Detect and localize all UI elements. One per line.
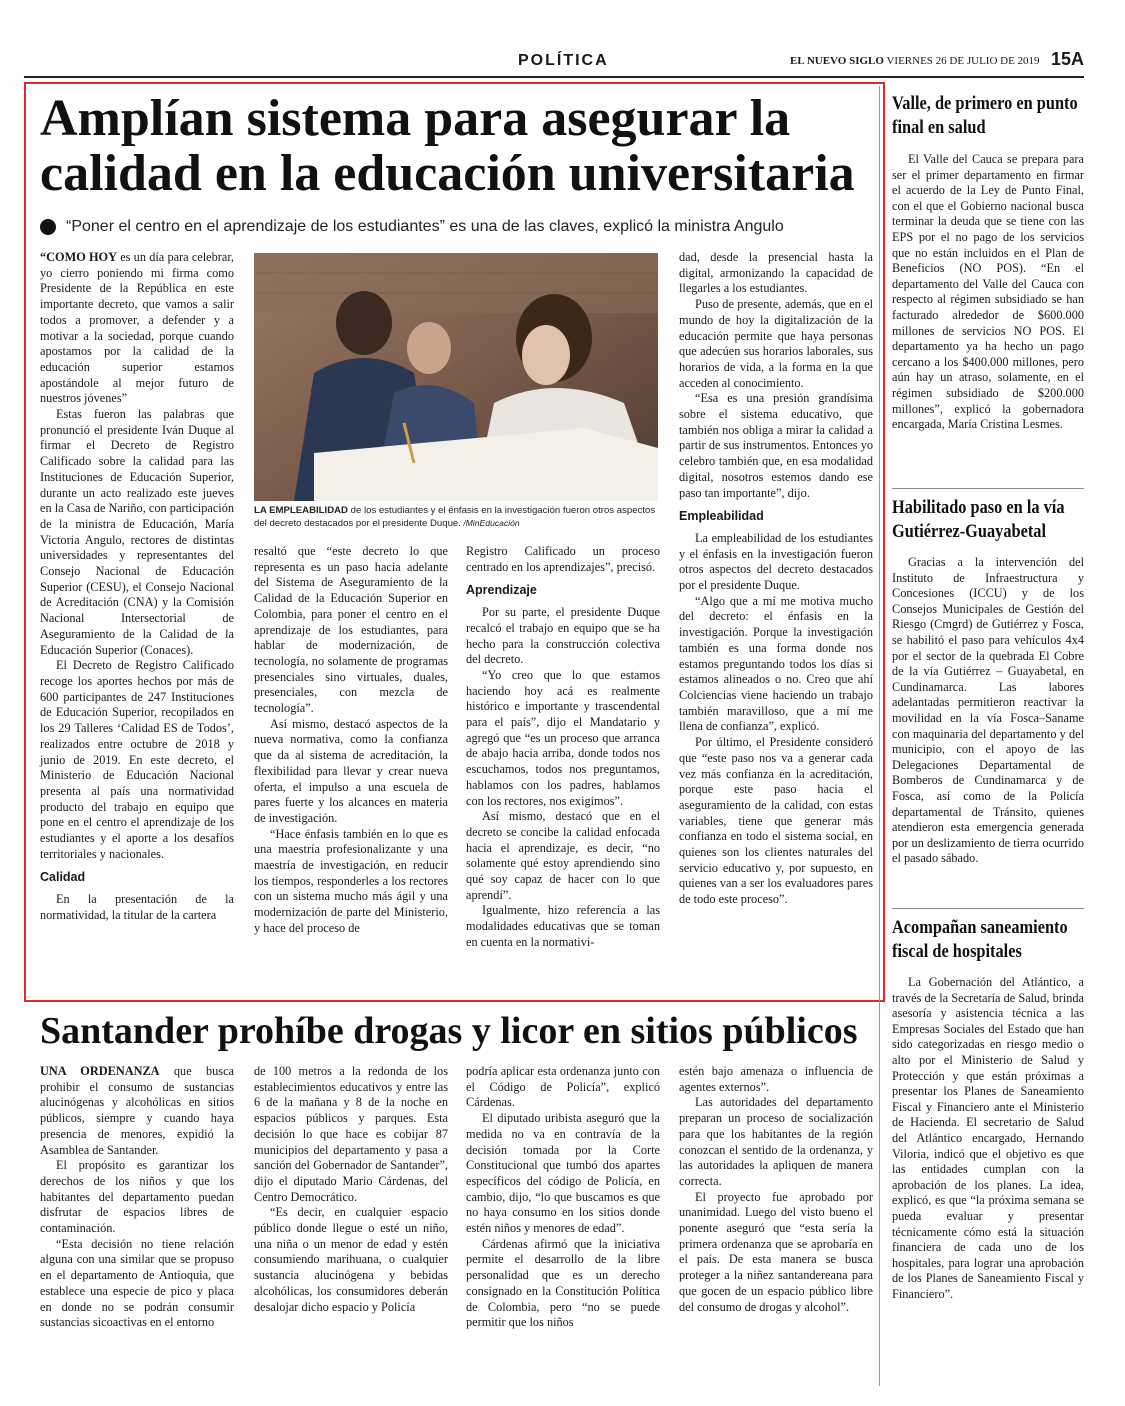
paragraph: Por su parte, el presidente Duque recalcó el trabajo en equipo que se ha hecho para la construcción colectiva del decreto. bbox=[466, 605, 660, 667]
subhead-text: “Poner el centro en el aprendizaje de los estudiantes” es una de las claves, explicó la ministra Angulo bbox=[66, 218, 784, 235]
column-divider bbox=[879, 86, 880, 1386]
paragraph: “Es decir, en cualquier espacio público donde llegue o esté un niño, una niña o un menor de edad y estén consumiendo marihuana, o cualquier sustancia alucinógena y bebidas alcohólicas, los consumidores deberán desalojar dicho espacio y Policía bbox=[254, 1205, 448, 1314]
paragraph: “Hace énfasis también en lo que es una maestría profesionalizante y una maestría de investigación, en reducir los tiempos, responderles a los rectores con un sistema mucho más ágil y una modernización de parte del Ministerio, y hace del proceso de bbox=[254, 826, 448, 935]
sidebar-divider bbox=[892, 908, 1084, 909]
photo-caption bbox=[254, 504, 658, 530]
paragraph: “Esa es una presión grandísima sobre el sistema educativo, que también nos obliga a mirar la calidad a partir de sus instrumentos. Entonces yo celebro también que, en esa modalidad digital, nosotros estemos dando ese paso tan importante”, dijo. bbox=[679, 391, 873, 500]
header-info bbox=[790, 55, 1040, 67]
caption-lead: LA EMPLEABILIDAD bbox=[254, 505, 348, 516]
paragraph: “Algo que a mí me motiva mucho del decreto: el énfasis en la investigación. Porque la investigación también es una forma donde nos estamos preguntando todos los días si estamos alineados o no. Creo que ahí Colciencias viene haciendo un trabajo también maravilloso, que a mí me llena de confianza”, explicó. bbox=[679, 593, 873, 734]
paragraph: Igualmente, hizo referencia a las modalidades educativas que se toman en cuenta en la normativi- bbox=[466, 903, 660, 949]
caption-text: de los estudiantes y el énfasis en la investigación fueron otros aspectos del decreto destacados por el presidente Duque. bbox=[254, 505, 656, 529]
lead-in: UNA ORDENANZA bbox=[40, 1064, 160, 1078]
sidebar-headline-2: Habilitado paso en la vía Gutiérrez-Guayabetal bbox=[892, 497, 1065, 542]
section-heading: Aprendizaje bbox=[466, 583, 537, 598]
main-subhead bbox=[40, 218, 880, 236]
paragraph: “Yo creo que lo que estamos haciendo hoy acá es realmente histórico e importante y trascendental para el país”, dijo el Mandatario y agregó que “es un proceso que arranca de abajo hacia arriba, donde todos nos escuchamos, todos nos preguntamos, hablamos con los padres, hablamos con los rectores, nos exigimos”. bbox=[466, 667, 660, 808]
paragraph: Así mismo, destacó aspectos de la nueva normativa, como la confianza que da al sistema de acreditación, la flexibilidad para llevar y crear nueva oferta, el impulso a una escuela de pares fuerte y los alcances en materia de investigación. bbox=[254, 716, 448, 825]
paper-date: VIERNES 26 DE JULIO DE 2019 bbox=[886, 55, 1040, 67]
paragraph: que busca prohibir el consumo de sustancias alucinógenas y alcohólicas en sitios públicos, siempre y cuando haya presencia de menores, expidió la Asamblea de Santander. bbox=[40, 1064, 234, 1157]
sidebar-divider bbox=[892, 488, 1084, 489]
sidebar-story-3 bbox=[892, 975, 1084, 1302]
sidebar-headline-3: Acompañan saneamiento fiscal de hospitales bbox=[892, 917, 1068, 962]
main-column-2 bbox=[254, 544, 448, 937]
main-column-4 bbox=[679, 250, 873, 908]
paragraph: Por último, el Presidente consideró que “este paso nos va a generar cada vez más confianza en la acreditación, porque este paso hacia el aseguramiento de la calidad, con estas variables, tiene que generar más confianza en todo el sistema social, en quienes son los clientes naturales del servicio educativo y, por supuesto, en quienes van a ser los evaluadores pares de todo este proceso”. bbox=[679, 735, 873, 907]
paragraph: Así mismo, destacó que en el decreto se concibe la calidad enfocada hacia el aprendizaje, es decir, “no solamente qué estoy aprendiendo sino qué soy capaz de hacer con lo que aprendí”. bbox=[466, 809, 660, 902]
section-heading: Empleabilidad bbox=[679, 509, 764, 524]
paragraph: El proyecto fue aprobado por unanimidad. Luego del visto bueno el ponente aseguró que “esta sería la primera ordenanza que se aprobaría en el país. De esta manera se busca proteger a la niñez santandereana para que gocen de un espacio público libre del consumo de drogas y alcohol”. bbox=[679, 1189, 873, 1314]
sidebar-story-2 bbox=[892, 555, 1084, 867]
paragraph: Puso de presente, además, que en el mundo de hoy la digitalización de la educación permite que haya personas que adecúen sus horarios laborales, sus horarios de vida, a la forma en la que acceden al conocimiento. bbox=[679, 297, 873, 390]
bullet-icon bbox=[40, 219, 56, 235]
paragraph: El Valle del Cauca se prepara para ser el primer departamento en firmar el acuerdo de la Ley de Punto Final, con el que el Gobierno nacional busca terminar la deuda que se tiene con las EPS por el no pago de los servicios que no están incluidos en el Plan de Beneficios (NO POS). “En el departamento del Valle del Cauca con respecto al régimen subsidiado se han facturado alrededor de $600.000 millones de servicios NO POS. El departamento ya ha hecho un pago cercano a los $400.000 millones, pero aún hay un atraso, solamente, en el régimen subsidiado de $200.000 millones”, explicó la gobernadora encargada, María Cristina Lesmes. bbox=[892, 152, 1084, 432]
paragraph: El diputado uribista aseguró que la medida no va en contravía de la decisión tomada por la Corte Constitucional que tumbó dos apartes específicos del código de Policía, en cambio, dijo, “lo que buscamos es que no haya consumo en los sitios donde estén niños y menores de edad”. bbox=[466, 1111, 660, 1236]
santander-headline: Santander prohíbe drogas y licor en sitios públicos bbox=[40, 1010, 858, 1052]
page-number: 15A bbox=[1051, 49, 1085, 69]
caption-credit: /MinEducación bbox=[460, 518, 520, 528]
paragraph: La Gobernación del Atlántico, a través de la Secretaría de Salud, brinda asesoría y asistencia técnica a las Empresas Sociales del Estado que han sido categorizadas en riesgo medio o alto por el Ministerio de Salud y Protección y que están próximas a presentar los Planes de Saneamiento Fiscal y Financiero ante el Ministerio de Hacienda. El secretario de Salud del Atlántico encargado, Hernando Viloria, indicó que el objetivo es que las entidades cumplan con la aprobación de los planes. La idea, explicó, es que “la próxima semana se pueda evaluar y presentar técnicamente cómo está la situación financiera de cada uno de los hospitales, para lograr una aprobación de los Planes de Saneamiento Fiscal y Financiero”. bbox=[892, 975, 1084, 1301]
paragraph: es un día para celebrar, yo cierro poniendo mi firma como Presidente de la República en este importante decreto, que vamos a salir todos a promover, a defender y a motivar a la sociedad, porque cuando apostamos por la calidad de la educación superior estamos apostándole al mejor futuro de nuestros jóvenes” bbox=[40, 250, 234, 406]
paragraph: Cárdenas afirmó que la iniciativa permite el desarrollo de la libre personalidad que es un derecho consignado en la Constitución Política de Colombia, pero “no se puede permitir que los niños bbox=[466, 1236, 660, 1330]
section-title: POLÍTICA bbox=[518, 52, 609, 69]
paragraph: Registro Calificado un proceso centrado en los aprendizajes”, precisó. bbox=[466, 544, 660, 574]
santander-column-3 bbox=[466, 1064, 660, 1331]
santander-column-4 bbox=[679, 1064, 873, 1315]
paragraph: Las autoridades del departamento preparan un proceso de socialización para que los habitantes de la región conozcan el sentido de la ordenanza, y las autoridades la apliquen de manera correcta. bbox=[679, 1095, 873, 1188]
paragraph: Gracias a la intervención del Instituto de Infraestructura y Concesiones (ICCU) y de los Consejos Municipales de Gestión del Riesgo (Cmgrd) de Gutiérrez y Fosca, se habilitó el paso para vehículos 4x4 por el sector de la quebrada El Cobre de la vía Gutiérrez – Guayabetal, en Cundinamarca. Las labores adelantadas permitieron reactivar la movilidad en la vía Fosca–Saname con maquinaria del departamento y del municipio, con el apoyo de las Delegaciones Departamental de Bomberos de Cundinamarca y de Fosca, así como de la Policía departamental de Tránsito, quienes atendieron esta emergencia generada por un deslizamiento de tierra ocurrido el pasado sábado. bbox=[892, 555, 1084, 866]
paragraph: dad, desde la presencial hasta la digital, armonizando la capacidad de llegarles a los estudiantes. bbox=[679, 250, 873, 296]
main-headline: Amplían sistema para asegurar la calidad en la educación universitaria bbox=[40, 90, 855, 202]
paragraph: de 100 metros a la redonda de los establecimientos educativos y entre las 6 de la mañana y 8 de la noche en espacios públicos y parques. Esta decisión lo que hace es cobijar 87 municipios del departamento y pasa a sanción del Gobernador de Santander”, dijo el diputado Mario Cárdenas, del Centro Democrático. bbox=[254, 1064, 448, 1204]
lead-in: “COMO HOY bbox=[40, 250, 117, 264]
sidebar-story-1 bbox=[892, 152, 1084, 433]
paragraph: podría aplicar esta ordenanza junto con el Código de Policía”, explicó Cárdenas. bbox=[466, 1064, 660, 1110]
paragraph: El Decreto de Registro Calificado recoge los aportes hechos por más de 600 participantes de 247 Instituciones de Educación Superior, recopilados en los 29 Talleres ‘Calidad ES de Todos’, realizados entre octubre de 2018 y junio de 2019. En este decreto, el Ministerio de Educación Nacional presenta al país una normatividad producto del trabajo en equipo que pone en el centro el aprendizaje de los estudiantes y el aporte a los desafíos territoriales y nacionales. bbox=[40, 658, 234, 861]
santander-column-2 bbox=[254, 1064, 448, 1315]
paragraph: La empleabilidad de los estudiantes y el énfasis en la investigación fueron otros aspectos del decreto destacados por el presidente Duque. bbox=[679, 530, 873, 593]
paragraph: El propósito es garantizar los derechos de los niños y que los habitantes del departamento puedan disfrutar de espacios libres de contaminación. bbox=[40, 1158, 234, 1236]
paragraph: En la presentación de la normatividad, la titular de la cartera bbox=[40, 892, 234, 922]
paragraph: Estas fueron las palabras que pronunció el presidente Iván Duque al firmar el Decreto de Registro Calificado sobre la calidad para las Instituciones de Educación Superior, durante un acto realizado este jueves en la Casa de Nariño, con participación de la ministra de Educación, María Victoria Angulo, rectores de distintas universidades y representantes del Consejo Nacional de Educación Superior (CESU), el Consejo Nacional de Acreditación (CNA) y la Comisión Nacional Intersectorial de Aseguramiento de la Calidad de la Educación Superior (Conaces). bbox=[40, 407, 234, 657]
sidebar-headline-1: Valle, de primero en punto final en salud bbox=[892, 93, 1078, 138]
paragraph: “Esta decisión no tiene relación alguna con una similar que se propuso en el departamento de Antioquia, que establece una especie de pico y placa en donde no se podrán consumir sustancias sicoactivas en el entorno bbox=[40, 1236, 234, 1330]
santander-column-1 bbox=[40, 1064, 234, 1331]
header-rule bbox=[24, 76, 1084, 78]
paragraph: estén bajo amenaza o influencia de agentes externos”. bbox=[679, 1064, 873, 1094]
section-heading: Calidad bbox=[40, 870, 86, 885]
paper-name: EL NUEVO SIGLO bbox=[790, 55, 884, 67]
paragraph: resaltó que “este decreto lo que representa es un paso hacia adelante del Sistema de Aseguramiento de la Calidad de la Educación Superior en Colombia, para poner el centro en el aprendizaje de los estudiantes, para hablar de modernización, de tecnología, no solamente de programas presenciales sino virtuales, duales, presenciales, con mezcla de tecnología”. bbox=[254, 544, 448, 716]
students-photo bbox=[254, 253, 658, 501]
main-column-1 bbox=[40, 250, 234, 924]
students-photo-graphic bbox=[254, 253, 658, 501]
main-column-3 bbox=[466, 544, 660, 951]
